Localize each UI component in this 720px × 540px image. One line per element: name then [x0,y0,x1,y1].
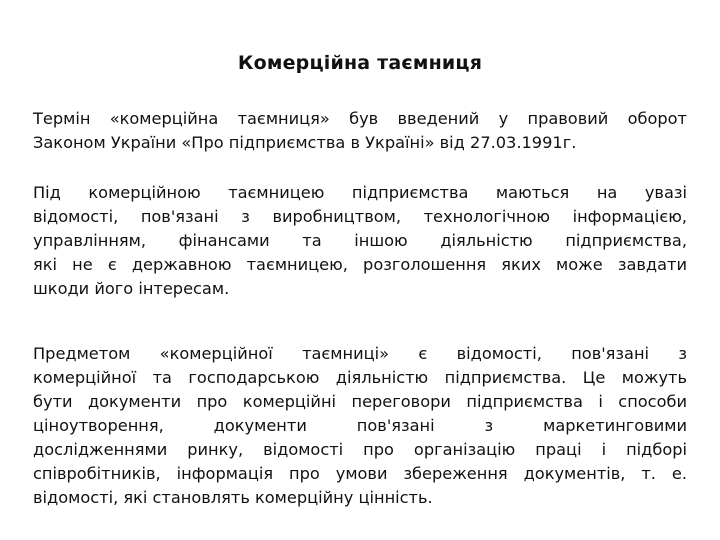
paragraph-line: Під комерційною таємницею підприємства маються на увазі [33,183,687,202]
paragraph-trade-secret-meaning [33,181,687,301]
paragraph-line: бути документи про комерційні переговори підприємства і способи [33,392,687,411]
paragraph-line: дослідженнями ринку, відомості про організацію праці і підборі [33,440,687,459]
paragraph-line: Законом України «Про підприємства в Україні» від 27.03.1991г. [33,133,577,152]
paragraph-line: відомості, які становлять комерційну цінність. [33,488,433,507]
paragraph-line: ціноутворення, документи пов'язані з маркетинговими [33,416,687,435]
paragraph-line: Предметом «комерційної таємниці» є відомості, пов'язані з [33,344,687,363]
paragraph-line: які не є державною таємницею, розголошення яких може завдати [33,255,687,274]
slide-title: Комерційна таємниця [237,52,483,74]
paragraph-line: Термін «комерційна таємниця» був введений у правовий оборот [33,109,687,128]
paragraph-term-definition [33,107,687,155]
paragraph-line: шкоди його інтересам. [33,279,230,298]
paragraph-trade-secret-subject [33,342,687,510]
paragraph-line: управлінням, фінансами та іншою діяльністю підприємства, [33,231,687,250]
paragraph-line: співробітників, інформація про умови збереження документів, т. е. [33,464,687,483]
paragraph-line: комерційної та господарською діяльністю підприємства. Це можуть [33,368,687,387]
paragraph-line: відомості, пов'язані з виробництвом, технологічною інформацією, [33,207,687,226]
